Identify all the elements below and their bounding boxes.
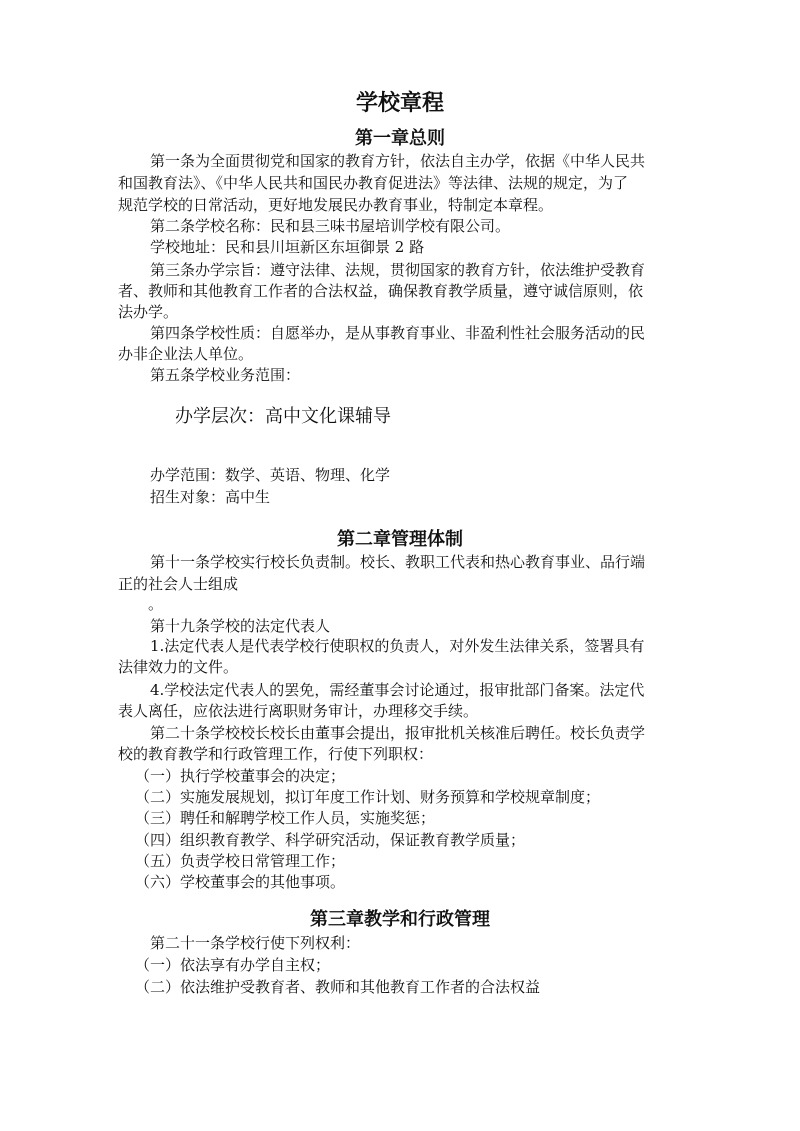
school-address: 学校地址：民和县川垣新区东垣御景 2 路 xyxy=(150,238,425,256)
article-4-line-2: 办非企业法人单位。 xyxy=(118,345,254,363)
item-4-line-2: 表人离任，应依法进行离职财务审计，办理移交手续。 xyxy=(118,702,479,720)
article-21: 第二十一条学校行使下列权利： xyxy=(150,934,361,952)
right-2: （二）依法维护受教育者、教师和其他教育工作者的合法权益 xyxy=(135,978,541,996)
article-4-line-1: 第四条学校性质：自愿举办，是从事教育事业、非盈利性社会服务活动的民 xyxy=(150,324,646,342)
article-3-line-1: 第三条办学宗旨：遵守法律、法规，贯彻国家的教育方针，依法维护受教育 xyxy=(150,261,646,279)
chapter-2-heading: 第二章管理体制 xyxy=(337,529,463,550)
right-1: （一）依法享有办学自主权； xyxy=(135,956,331,974)
article-20-line-2: 校的教育教学和行政管理工作，行使下列职权： xyxy=(118,745,434,763)
item-1-line-1: 1.法定代表人是代表学校行使职权的负责人，对外发生法律关系，签署具有 xyxy=(150,637,645,655)
article-11-line-3: 。 xyxy=(148,595,164,613)
education-level: 办学层次：高中文化课辅导 xyxy=(175,406,391,427)
article-1-line-3: 规范学校的日常活动，更好地发展民办教育事业，特制定本章程。 xyxy=(118,196,554,214)
enrollment-target: 招生对象：高中生 xyxy=(150,488,271,506)
article-1-line-2: 和国教育法》、《中华人民共和国民办教育促进法》等法律、法规的规定，为了 xyxy=(118,174,629,192)
article-20-line-1: 第二十条学校校长校长由董事会提出，报审批机关核准后聘任。校长负责学 xyxy=(150,724,646,742)
article-19: 第十九条学校的法定代表人 xyxy=(150,617,331,635)
item-1-line-2: 法律效力的文件。 xyxy=(118,658,239,676)
power-4: （四）组织教育教学、科学研究活动，保证教育教学质量； xyxy=(135,831,526,849)
power-1: （一）执行学校董事会的决定； xyxy=(135,767,346,785)
item-4-line-1: 4.学校法定代表人的罢免，需经董事会讨论通过，报审批部门备案。法定代 xyxy=(150,681,645,699)
article-3-line-3: 法办学。 xyxy=(118,303,179,321)
chapter-3-heading: 第三章教学和行政管理 xyxy=(310,909,490,930)
education-scope: 办学范围：数学、英语、物理、化学 xyxy=(150,466,391,484)
article-1-line-1: 第一条为全面贯彻党和国家的教育方针，依法自主办学，依据《中华人民共 xyxy=(150,152,646,170)
article-11-line-2: 正的社会人士组成 xyxy=(118,575,239,593)
chapter-1-heading: 第一章总则 xyxy=(355,128,445,149)
power-6: （六）学校董事会的其他事项。 xyxy=(135,873,346,891)
article-5: 第五条学校业务范围： xyxy=(150,366,301,384)
article-2: 第二条学校名称：民和县三味书屋培训学校有限公司。 xyxy=(150,217,511,235)
power-3: （三）聘任和解聘学校工作人员，实施奖惩； xyxy=(135,809,436,827)
article-3-line-2: 者、教师和其他教育工作者的合法权益，确保教育教学质量，遵守诚信原则，依 xyxy=(118,282,644,300)
power-5: （五）负责学校日常管理工作； xyxy=(135,852,346,870)
document-title: 学校章程 xyxy=(355,90,444,116)
article-11-line-1: 第十一条学校实行校长负责制。校长、教职工代表和热心教育事业、品行端 xyxy=(150,553,646,571)
power-2: （二）实施发展规划，拟订年度工作计划、财务预算和学校规章制度； xyxy=(135,788,601,806)
